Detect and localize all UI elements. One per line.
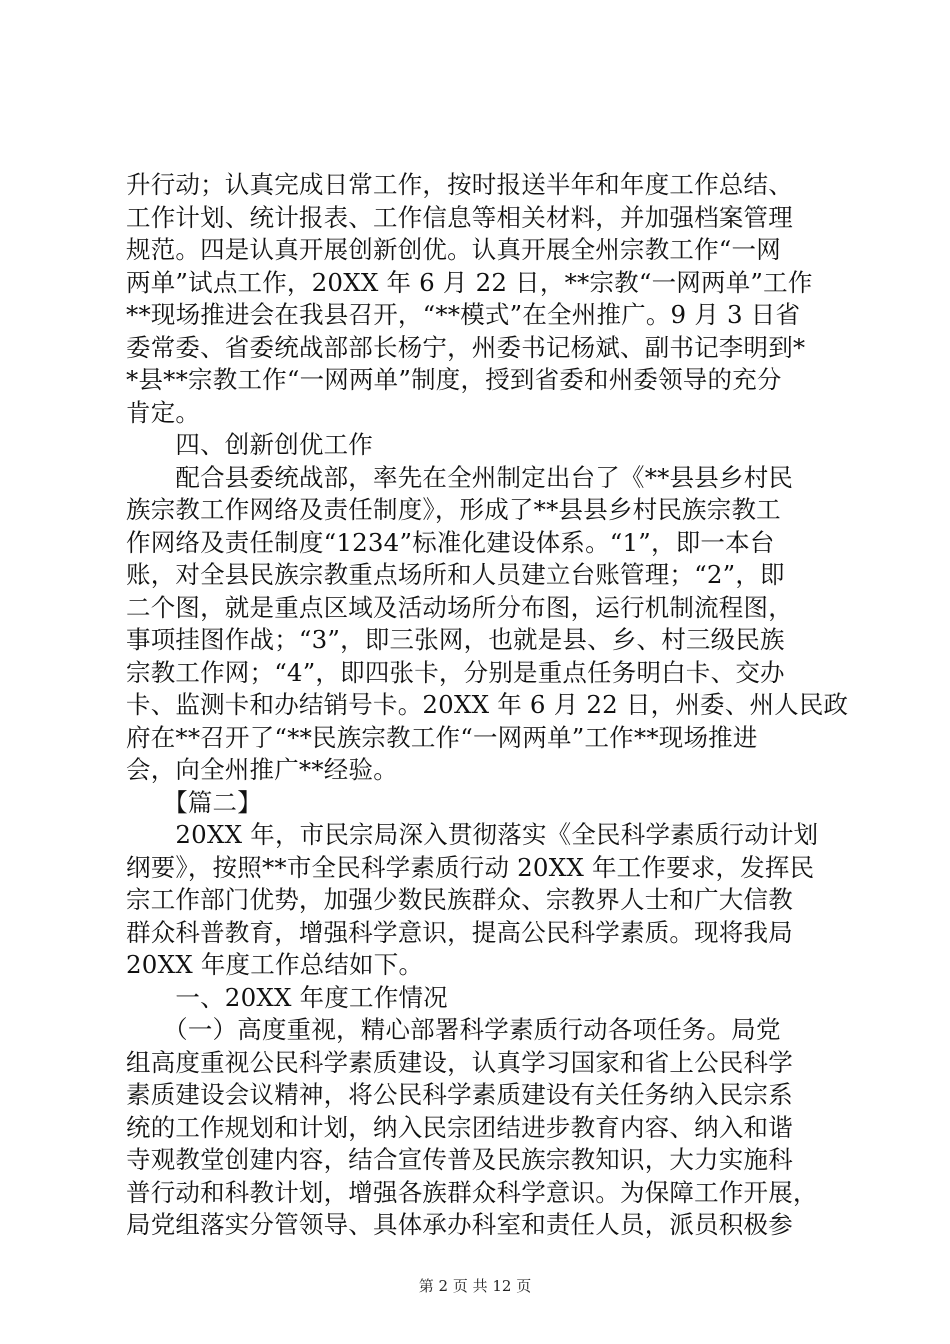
text-line: 局党组落实分管领导、具体承办科室和责任人员，派员积极参 [126,1210,793,1239]
text-line: 府在**召开了“**民族宗教工作“一网两单”工作**现场推进 [126,722,758,752]
text-line: 卡、监测卡和办结销号卡。20XX 年 6 月 22 日，州委、州人民政 [126,690,849,719]
text-line: 作网络及责任制度“1234”标准化建设体系。“1”，即一本台 [126,527,775,557]
page-number-footer: 第 2 页 共 12 页 [418,1277,532,1295]
text-line: 统的工作规划和计划，纳入民宗团结进步教育内容、纳入和谐 [126,1112,793,1142]
section-heading: 【篇二】 [126,787,262,817]
text-line: 事项挂图作战；“3”，即三张网，也就是县、乡、村三级民族 [126,625,785,654]
text-line: 配合县委统战部，率先在全州制定出台了《**县县乡村民 [126,462,794,492]
text-line: 族宗教工作网络及责任制度》，形成了**县县乡村民族宗教工 [126,495,781,524]
text-line: 20XX 年度工作总结如下。 [126,950,424,979]
text-line: 会，向全州推广**经验。 [126,755,398,784]
text-line: 二个图，就是重点区域及活动场所分布图，运行机制流程图， [126,592,793,622]
text-line: 寺观教堂创建内容，结合宣传普及民族宗教知识，大力实施科 [126,1145,793,1174]
text-line: *县**宗教工作“一网两单”制度，授到省委和州委领导的充分 [126,365,782,394]
text-line: （一）高度重视，精心部署科学素质行动各项任务。局党 [126,1015,781,1044]
body-text [126,169,849,1242]
text-line: 宗教工作网；“4”，即四张卡，分别是重点任务明白卡、交办 [126,657,785,687]
text-line: 20XX 年，市民宗局深入贯彻落实《全民科学素质行动计划 [126,820,819,849]
section-heading: 四、创新创优工作 [126,430,373,459]
text-line: 账，对全县民族宗教重点场所和人员建立台账管理；“2”，即 [126,560,785,589]
text-line: 委常委、省委统战部部长杨宁，州委书记杨斌、副书记李明到* [126,332,806,362]
text-line: 升行动；认真完成日常工作，按时报送半年和年度工作总结、 [126,170,793,199]
text-line: 素质建设会议精神，将公民科学素质建设有关任务纳入民宗系 [126,1080,793,1109]
text-line: 组高度重视公民科学素质建设，认真学习国家和省上公民科学 [126,1047,793,1077]
text-line: 纲要》，按照**市全民科学素质行动 20XX 年工作要求，发挥民 [126,852,815,882]
text-line: 群众科普教育，增强科学意识，提高公民科学素质。现将我局 [126,917,793,947]
text-line: 普行动和科教计划，增强各族群众科学意识。为保障工作开展， [126,1177,818,1207]
text-line: 两单”试点工作，20XX 年 6 月 22 日，**宗教“一网两单”工作 [126,267,813,297]
text-line: 宗工作部门优势，加强少数民族群众、宗教界人士和广大信教 [126,885,793,914]
text-line: 规范。四是认真开展创新创优。认真开展全州宗教工作“一网 [126,235,781,264]
text-line: 工作计划、统计报表、工作信息等相关材料，并加强档案管理 [126,202,793,232]
text-line: 肯定。 [126,397,201,427]
section-heading: 一、20XX 年度工作情况 [126,982,448,1012]
text-line: **现场推进会在我县召开，“**模式”在全州推广。9 月 3 日省 [126,300,801,329]
